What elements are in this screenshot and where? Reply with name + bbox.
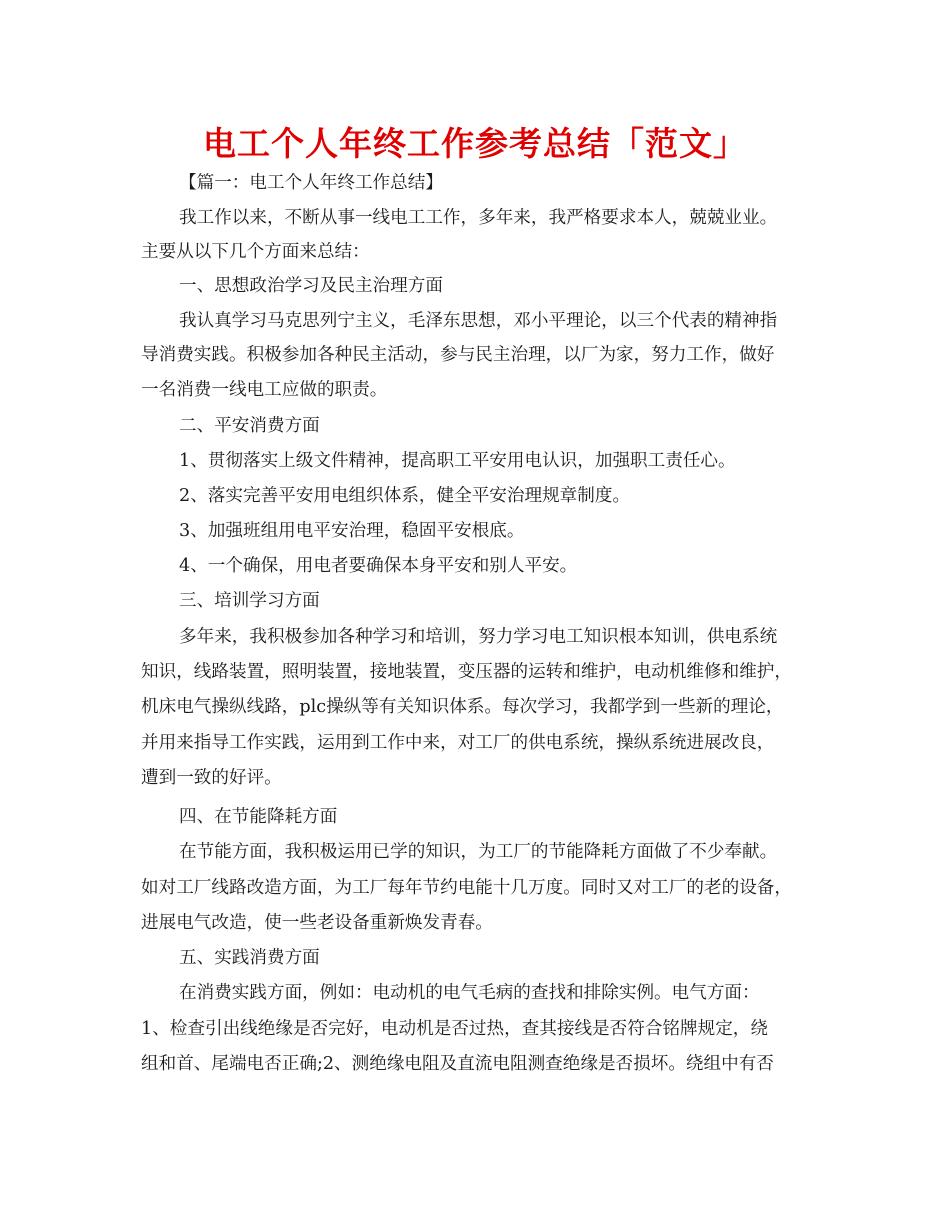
paragraph-line: 并用来指导工作实践，运用到工作中来，对工厂的供电系统，操纵系统进展改良， [141,733,775,753]
list-item: 3、加强班组用电平安治理，稳固平安根底。 [179,521,525,541]
paragraph-line: 知识，线路装置，照明装置，接地装置，变压器的运转和维护，电动机维修和维护， [141,662,792,682]
paragraph-line: 【篇一：电工个人年终工作总结】 [179,173,443,193]
paragraph-line: 我工作以来，不断从事一线电工工作，多年来，我严格要求本人，兢兢业业。 [179,208,778,228]
document-title: 电工个人年终工作参考总结「范文」 [203,124,747,163]
section-heading: 五、实践消费方面 [179,948,320,968]
paragraph-line: 一名消费一线电工应做的职责。 [141,380,388,400]
paragraph-line: 进展电气改造，使一些老设备重新焕发青春。 [141,913,493,933]
section-heading: 二、平安消费方面 [179,416,320,436]
paragraph-line: 在节能方面，我积极运用已学的知识，为工厂的节能降耗方面做了不少奉献。 [179,842,778,862]
paragraph-line: 在消费实践方面，例如：电动机的电气毛病的查找和排除实例。电气方面： [179,983,760,1003]
section-heading: 一、思想政治学习及民主治理方面 [179,276,443,296]
paragraph-line: 机床电气操纵线路，plc操纵等有关知识体系。每次学习，我都学到一些新的理论， [141,697,784,717]
paragraph-line: 如对工厂线路改造方面，为工厂每年节约电能十几万度。同时又对工厂的老的设备， [141,878,792,898]
paragraph-line: 1、检查引出线绝缘是否完好，电动机是否过热，查其接线是否符合铭牌规定，绕 [141,1019,768,1039]
paragraph-line: 导消费实践。积极参加各种民主活动，参与民主治理，以厂为家，努力工作，做好 [141,345,775,365]
list-item: 4、一个确保，用电者要确保本身平安和别人平安。 [179,556,578,576]
list-item: 2、落实完善平安用电组织体系，健全平安治理规章制度。 [179,486,631,506]
paragraph-line: 组和首、尾端电否正确;2、测绝缘电阻及直流电阻测查绝缘是否损坏。绕组中有否 [141,1054,774,1074]
paragraph-line: 多年来，我积极参加各种学习和培训，努力学习电工知识根本知训，供电系统 [179,627,778,647]
list-item: 1、贯彻落实上级文件精神，提高职工平安用电认识，加强职工责任心。 [179,451,736,471]
paragraph-line: 遭到一致的好评。 [141,768,282,788]
section-heading: 四、在节能降耗方面 [179,807,338,827]
section-heading: 三、培训学习方面 [179,591,320,611]
paragraph-line: 我认真学习马克思列宁主义，毛泽东思想，邓小平理论，以三个代表的精神指 [179,311,778,331]
paragraph-line: 主要从以下几个方面来总结： [141,242,370,262]
